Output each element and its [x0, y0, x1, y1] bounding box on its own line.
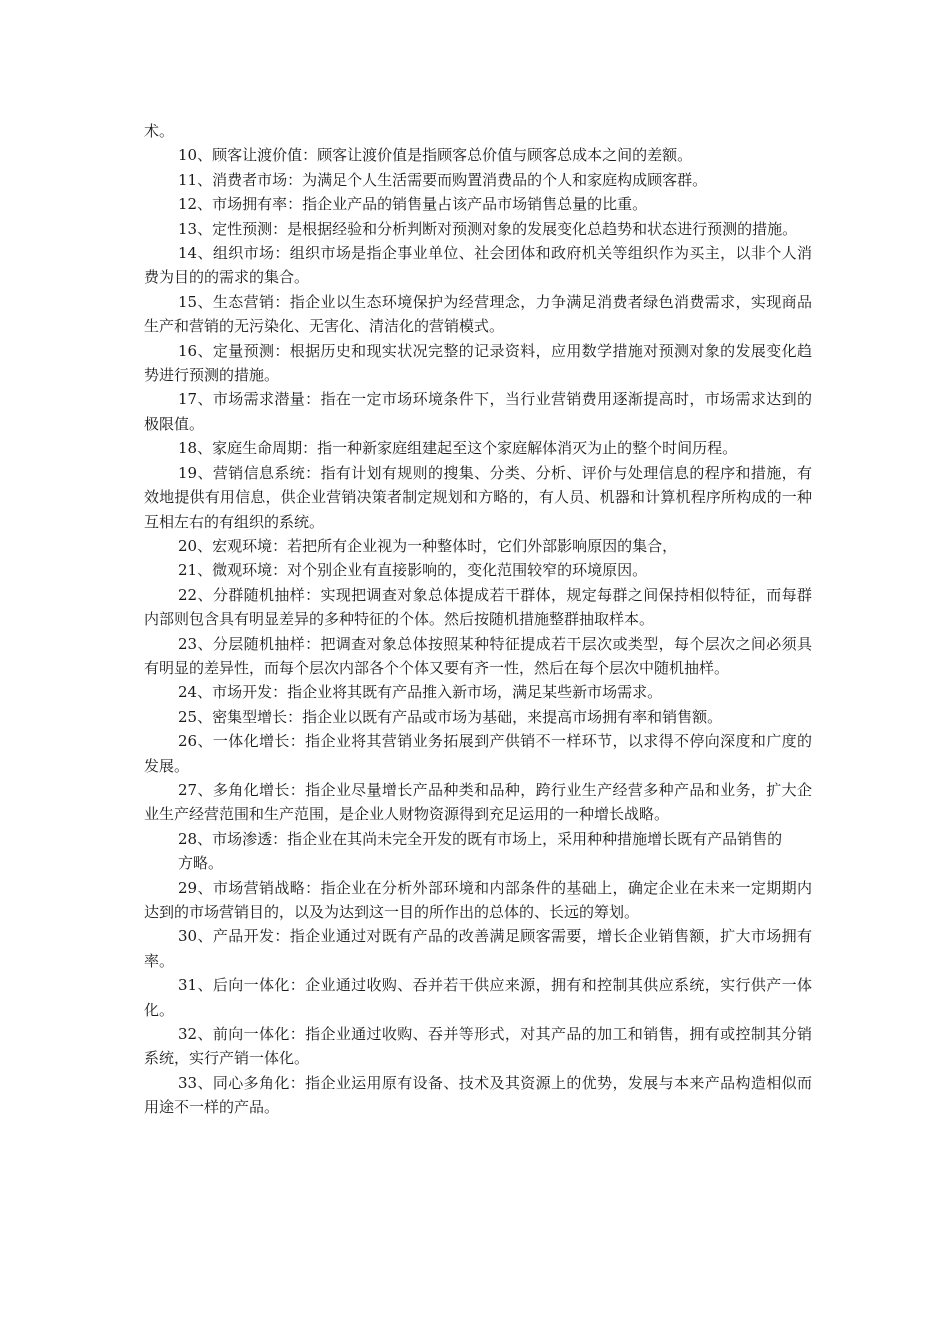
definition-item: 23、分层随机抽样：把调查对象总体按照某种特征提成若干层次或类型，每个层次之间必须具有明显的差异性，而每个层次内部各个个体又要有齐一性，然后在每个层次中随机抽样。	[144, 634, 812, 677]
definition-item: 17、市场需求潜量：指在一定市场环境条件下，当行业营销费用逐渐提高时，市场需求达到的极限值。	[144, 390, 812, 433]
definition-item: 30、产品开发：指企业通过对既有产品的改善满足顾客需要，增长企业销售额，扩大市场拥有率。	[144, 927, 812, 970]
definition-item: 15、生态营销：指企业以生态环境保护为经营理念，力争满足消费者绿色消费需求，实现商品生产和营销的无污染化、无害化、清洁化的营销模式。	[144, 292, 812, 336]
definition-item: 18、家庭生命周期：指一种新家庭组建起至这个家庭解体消灭为止的整个时间历程。	[178, 439, 738, 458]
definition-item: 24、市场开发：指企业将其既有产品推入新市场，满足某些新市场需求。	[178, 683, 663, 702]
definition-item: 20、宏观环境：若把所有企业视为一种整体时，它们外部影响原因的集合，	[178, 536, 678, 555]
definition-item: 21、微观环境：对个别企业有直接影响的，变化范围较窄的环境原因。	[178, 561, 648, 580]
definition-item: 32、前向一体化：指企业通过收购、吞并等形式，对其产品的加工和销售，拥有或控制其分销系统，实行产销一体化。	[144, 1025, 812, 1068]
definition-item: 28、市场渗透：指企业在其尚未完全开发的既有市场上，采用种种措施增长既有产品销售的	[178, 829, 783, 848]
definition-item: 19、营销信息系统：指有计划有规则的搜集、分类、分析、评价与处理信息的程序和措施，有效地提供有用信息，供企业营销决策者制定规划和方略的，有人员、机器和计算机程序所构成的一种互相左右的有组织的系统。	[144, 463, 812, 531]
definition-item-continuation: 方略。	[178, 854, 224, 873]
definition-item: 14、组织市场：组织市场是指企事业单位、社会团体和政府机关等组织作为买主，以非个人消费为目的的需求的集合。	[144, 244, 812, 287]
document-body	[144, 119, 812, 1120]
definition-item: 10、顾客让渡价值：顾客让渡价值是指顾客总价值与顾客总成本之间的差额。	[178, 146, 693, 165]
definition-item: 11、消费者市场：为满足个人生活需要而购置消费品的个人和家庭构成顾客群。	[178, 170, 708, 189]
lead-in-text: 术。	[144, 122, 175, 140]
definition-item: 13、定性预测：是根据经验和分析判断对预测对象的发展变化总趋势和状态进行预测的措施。	[178, 219, 798, 238]
definition-item: 29、市场营销战略：指企业在分析外部环境和内部条件的基础上，确定企业在未来一定期期内达到的市场营销目的，以及为达到这一目的所作出的总体的、长远的筹划。	[144, 878, 812, 921]
definition-item: 26、一体化增长：指企业将其营销业务拓展到产供销不一样环节，以求得不停向深度和广度的发展。	[144, 732, 812, 775]
definition-item: 33、同心多角化：指企业运用原有设备、技术及其资源上的优势，发展与本来产品构造相似而用途不一样的产品。	[144, 1073, 812, 1117]
definition-item: 16、定量预测：根据历史和现实状况完整的记录资料，应用数学措施对预测对象的发展变化趋势进行预测的措施。	[144, 341, 812, 385]
definition-item: 22、分群随机抽样：实现把调查对象总体提成若干群体，规定每群之间保持相似特征，而每群内部则包含具有明显差异的多种特征的个体。然后按随机措施整群抽取样本。	[144, 585, 812, 629]
definition-item: 12、市场拥有率：指企业产品的销售量占该产品市场销售总量的比重。	[178, 195, 648, 214]
definition-item: 25、密集型增长：指企业以既有产品或市场为基础，来提高市场拥有率和销售额。	[178, 707, 723, 726]
definition-item: 31、后向一体化：企业通过收购、吞并若干供应来源，拥有和控制其供应系统，实行供产一体化。	[144, 976, 812, 1019]
definition-item: 27、多角化增长：指企业尽量增长产品种类和品种，跨行业生产经营多种产品和业务，扩大企业生产经营范围和生产范围，是企业人财物资源得到充足运用的一种增长战略。	[144, 780, 812, 824]
